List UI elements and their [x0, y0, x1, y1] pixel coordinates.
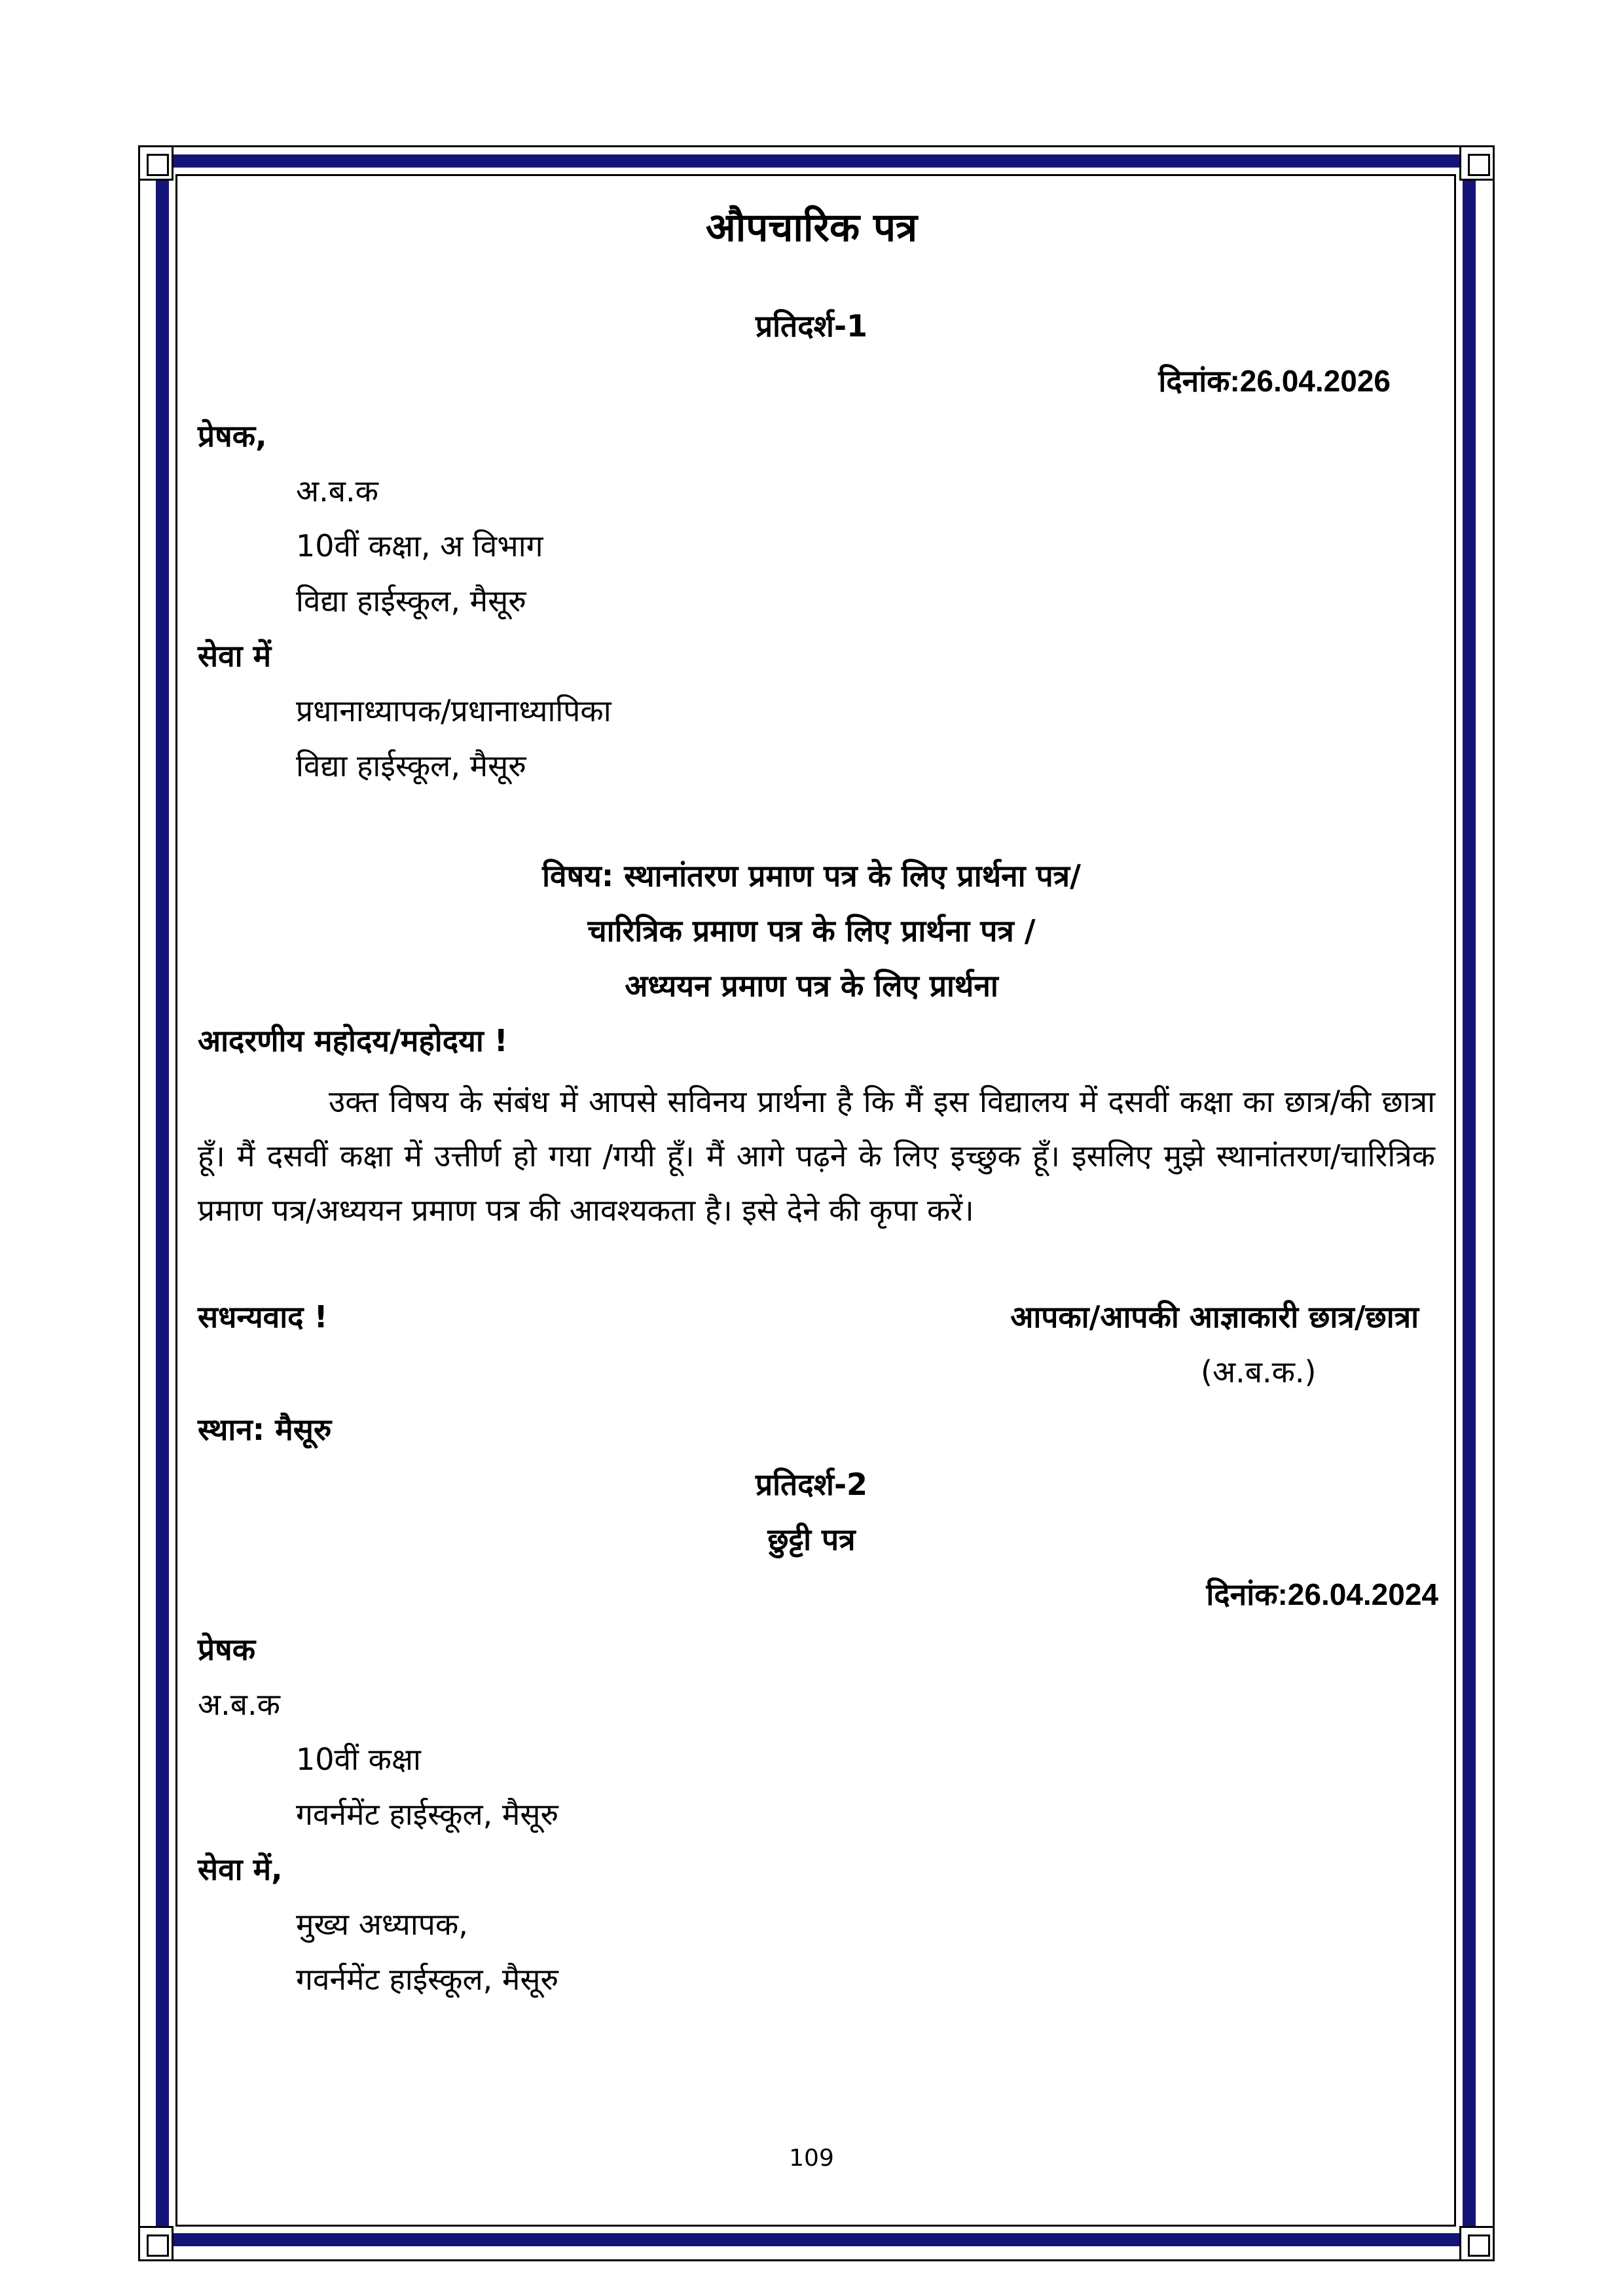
sample1-sender-line: अ.ब.क	[296, 473, 378, 509]
sample1-signature: (अ.ब.क.)	[1201, 1354, 1317, 1390]
sample1-closing: आपका/आपकी आज्ञाकारी छात्र/छात्रा	[1010, 1299, 1419, 1335]
sample1-subject-line: अध्ययन प्रमाण पत्र के लिए प्रार्थना	[625, 968, 998, 1003]
sample2-date: दिनांक:26.04.2024	[1206, 1577, 1438, 1611]
sample1-subject-line: विषय: स्थानांतरण प्रमाण पत्र के लिए प्रार्थना पत्र/	[542, 858, 1081, 893]
corner-ornament-top-left	[138, 145, 173, 181]
corner-ornament-bottom-right	[1459, 2226, 1495, 2261]
page-title: औपचारिक पत्र	[705, 205, 918, 251]
sample2-subheading: छुट्टी पत्र	[767, 1522, 856, 1557]
page-number: 109	[789, 2145, 834, 2172]
sample2-sender-line: गवर्नमेंट हाईस्कूल, मैसूरु	[296, 1797, 559, 1832]
sample1-sender-line: विद्या हाईस्कूल, मैसूरु	[296, 583, 526, 619]
sample1-recipient-line: प्रधानाध्यापक/प्रधानाध्यापिका	[296, 693, 611, 728]
sample1-heading: प्रतिदर्श-1	[755, 308, 868, 344]
sample1-sender-line: 10वीं कक्षा, अ विभाग	[296, 528, 543, 564]
sample2-recipient-line: गवर्नमेंट हाईस्कूल, मैसूरु	[296, 1962, 559, 1997]
sample1-salutation: आदरणीय महोदय/महोदया !	[198, 1023, 508, 1058]
sample1-recipient-label: सेवा में	[198, 638, 272, 673]
sample2-heading: प्रतिदर्श-2	[755, 1467, 868, 1502]
sample1-sender-label: प्रेषक,	[198, 418, 267, 454]
sample1-recipient-line: विद्या हाईस्कूल, मैसूरु	[296, 748, 526, 783]
sample2-sender-line: 10वीं कक्षा	[296, 1742, 421, 1777]
sample2-recipient-line: मुख्य अध्यापक,	[296, 1907, 468, 1942]
sample1-body-paragraph: उक्त विषय के संबंध में आपसे सविनय प्रार्थना है कि मैं इस विद्यालय में दसवीं कक्षा का छात्र/की छात्रा हूँ। मैं दसवीं कक्षा में उत्तीर्ण हो गया /गयी हूँ। मैं आगे पढ़ने के लिए इच्छुक हूँ। इसलिए मुझे स्थानांतरण/चारित्रिक प्रमाण पत्र/अध्ययन प्रमाण पत्र की आवश्यकता है। इसे देने की कृपा करें।	[198, 1084, 1435, 1228]
sample2-sender-label: प्रेषक	[198, 1632, 256, 1667]
sample1-thanks: सधन्यवाद !	[198, 1299, 328, 1335]
sample1-date: दिनांक:26.04.2026	[1158, 364, 1391, 398]
corner-ornament-bottom-left	[138, 2226, 173, 2261]
sample2-sender-name: अ.ब.क	[198, 1687, 280, 1722]
corner-ornament-top-right	[1459, 145, 1495, 181]
sample1-subject-line: चारित्रिक प्रमाण पत्र के लिए प्रार्थना पत्र /	[587, 913, 1036, 948]
sample2-recipient-label: सेवा में,	[198, 1852, 283, 1887]
sample1-place: स्थान: मैसूरु	[198, 1412, 332, 1447]
